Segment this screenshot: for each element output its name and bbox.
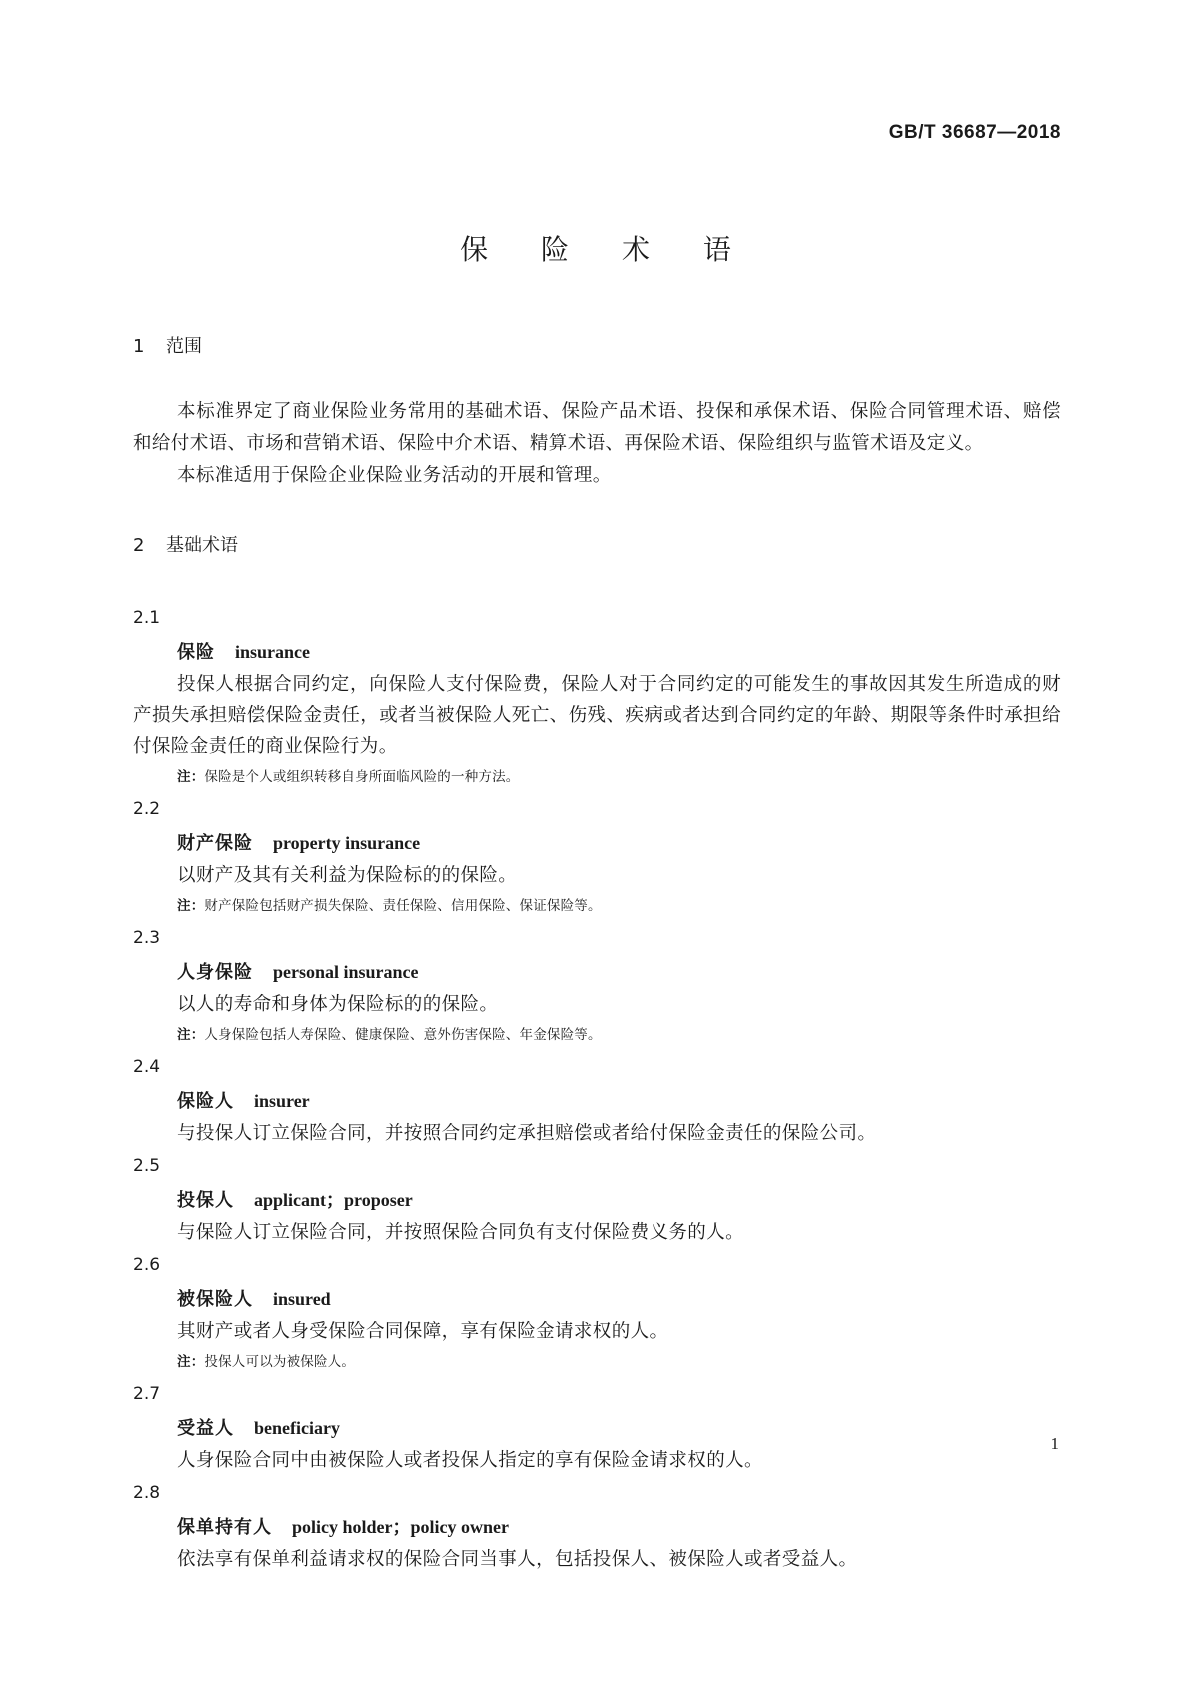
section-title: 范围 <box>166 336 202 357</box>
note-text: 财产保险包括财产损失保险、责任保险、信用保险、保证保险等。 <box>204 898 602 914</box>
term-number: 2.6 <box>133 1255 161 1275</box>
term-chinese: 保单持有人 <box>177 1517 272 1538</box>
term-definition: 以财产及其有关利益为保险标的的保险。 <box>177 865 518 886</box>
note-label: 注： <box>177 898 205 914</box>
document-body <box>133 333 1061 1575</box>
term-entry <box>133 601 1061 792</box>
term-entry <box>133 921 1061 1050</box>
term-number: 2.4 <box>133 1057 161 1077</box>
term-title <box>133 635 1061 669</box>
term-title <box>133 1084 1061 1118</box>
term-title <box>133 1183 1061 1217</box>
term-definition: 投保人根据合同约定，向保险人支付保险费，保险人对于合同约定的可能发生的事故因其发生所造成的财产损失承担赔偿保险金责任，或者当被保险人死亡、伤残、疾病或者达到合同约定的年龄、期限等条件时承担给付保险金责任的商业保险行为。 <box>133 674 1061 757</box>
term-note <box>133 1347 1061 1377</box>
term-chinese: 被保险人 <box>177 1289 253 1310</box>
section-title: 基础术语 <box>166 535 238 556</box>
term-entry <box>133 1476 1061 1575</box>
term-english: insured <box>273 1289 331 1309</box>
note-label: 注： <box>177 769 205 785</box>
term-entry <box>133 792 1061 921</box>
term-definition: 与投保人订立保险合同，并按照合同约定承担赔偿或者给付保险金责任的保险公司。 <box>177 1123 877 1144</box>
note-label: 注： <box>177 1027 205 1043</box>
term-title <box>133 826 1061 860</box>
term-title <box>133 1510 1061 1544</box>
term-definition: 其财产或者人身受保险合同保障，享有保险金请求权的人。 <box>177 1321 669 1342</box>
term-entry <box>133 1050 1061 1149</box>
term-english: insurer <box>254 1091 310 1111</box>
term-title <box>133 955 1061 989</box>
note-text: 保险是个人或组织转移自身所面临风险的一种方法。 <box>204 769 520 785</box>
note-label: 注： <box>177 1354 205 1370</box>
term-chinese: 财产保险 <box>177 833 253 854</box>
document-title: 保 险 术 语 <box>460 233 753 266</box>
term-title <box>133 1282 1061 1316</box>
term-number: 2.1 <box>133 608 161 628</box>
term-chinese: 保险人 <box>177 1091 234 1112</box>
term-definition: 人身保险合同中由被保险人或者投保人指定的享有保险金请求权的人。 <box>177 1450 763 1471</box>
term-entry <box>133 1377 1061 1476</box>
term-number: 2.7 <box>133 1384 161 1404</box>
section-1-heading <box>133 333 1061 360</box>
term-entry <box>133 1248 1061 1377</box>
term-definition: 与保险人订立保险合同，并按照保险合同负有支付保险费义务的人。 <box>177 1222 745 1243</box>
term-english: insurance <box>235 642 311 662</box>
term-entry <box>133 1149 1061 1248</box>
standard-code: GB/T 36687—2018 <box>888 122 1061 143</box>
term-title <box>133 1411 1061 1445</box>
term-chinese: 投保人 <box>177 1190 234 1211</box>
term-definition: 依法享有保单利益请求权的保险合同当事人，包括投保人、被保险人或者受益人。 <box>177 1549 858 1570</box>
term-number: 2.5 <box>133 1156 161 1176</box>
term-english: policy holder；policy owner <box>292 1517 509 1537</box>
term-english: property insurance <box>273 833 421 853</box>
term-english: applicant；proposer <box>254 1190 413 1210</box>
section-2-heading <box>133 532 1061 559</box>
term-number: 2.8 <box>133 1483 161 1503</box>
note-text: 人身保险包括人寿保险、健康保险、意外伤害保险、年金保险等。 <box>204 1027 602 1043</box>
term-note <box>133 1020 1061 1050</box>
term-english: beneficiary <box>254 1418 340 1438</box>
scope-paragraph-1: 本标准界定了商业保险业务常用的基础术语、保险产品术语、投保和承保术语、保险合同管理术语、赔偿和给付术语、市场和营销术语、保险中介术语、精算术语、再保险术语、保险组织与监管术语及定义。 <box>133 401 1061 454</box>
term-chinese: 人身保险 <box>177 962 253 983</box>
term-note <box>133 762 1061 792</box>
scope-paragraph-2: 本标准适用于保险企业保险业务活动的开展和管理。 <box>177 465 612 486</box>
section-number: 1 <box>133 336 145 357</box>
section-number: 2 <box>133 535 145 556</box>
page-number: 1 <box>1050 1434 1059 1453</box>
term-number: 2.2 <box>133 799 161 819</box>
term-english: personal insurance <box>273 962 419 982</box>
term-definition: 以人的寿命和身体为保险标的的保险。 <box>177 994 499 1015</box>
note-text: 投保人可以为被保险人。 <box>204 1354 356 1370</box>
term-chinese: 受益人 <box>177 1418 234 1439</box>
term-number: 2.3 <box>133 928 161 948</box>
term-chinese: 保险 <box>177 642 215 663</box>
term-note <box>133 891 1061 921</box>
